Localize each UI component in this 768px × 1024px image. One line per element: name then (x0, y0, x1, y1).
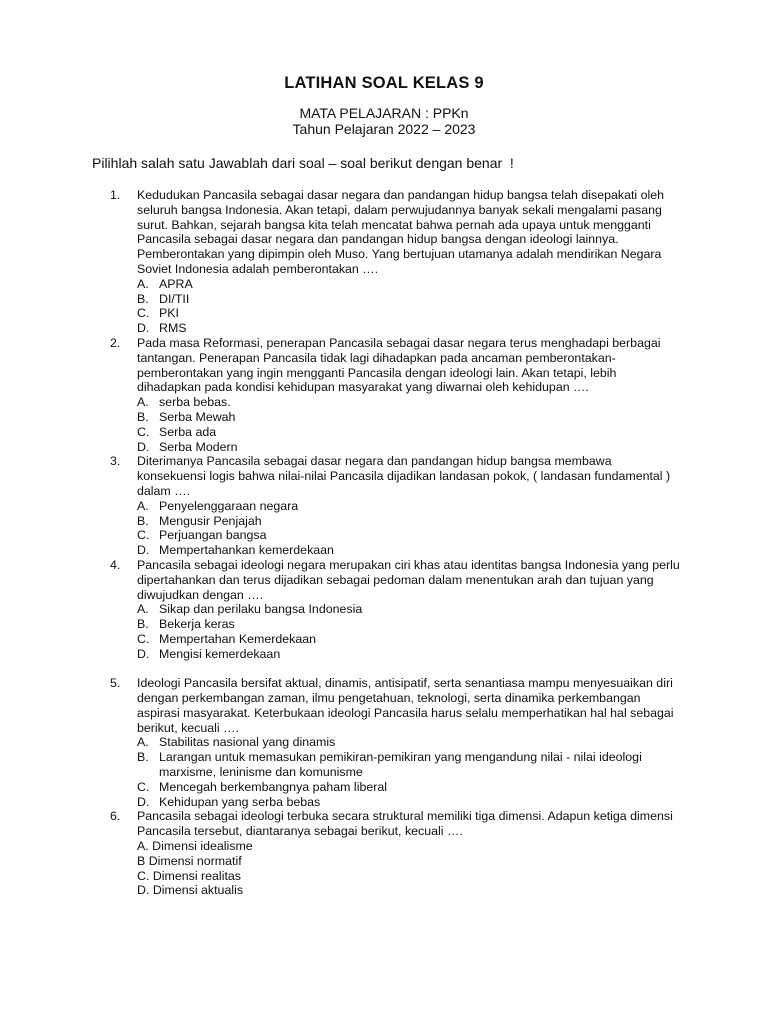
answer-option (137, 514, 680, 529)
answer-option (137, 780, 680, 795)
option-text: A. Dimensi idealisme (137, 839, 253, 854)
answer-option (137, 602, 680, 617)
answer-option (137, 425, 680, 440)
page-title: LATIHAN SOAL KELAS 9 (284, 74, 484, 92)
question-text: Pancasila sebagai ideologi terbuka secara struktural memiliki tiga dimensi. Adapun ketiga dimensi Pancasila tersebut, diantaranya sebagai berikut, kecuali …. (137, 809, 673, 839)
option-letter: B. (137, 409, 149, 424)
question-3 (110, 454, 680, 558)
blank-line (110, 662, 680, 677)
option-text: Serba Mewah (159, 409, 236, 424)
option-letter: A. (137, 498, 149, 513)
answer-option (137, 321, 680, 336)
option-letter: A. (137, 602, 149, 617)
option-letter: D. (137, 439, 150, 454)
answer-option (137, 795, 680, 810)
option-text: C. Dimensi realitas (137, 868, 241, 883)
option-letter: B. (137, 750, 149, 765)
option-text: Mempertahan Kemerdekaan (159, 631, 317, 646)
answer-option (137, 292, 680, 307)
option-text: Mengusir Penjajah (159, 513, 262, 528)
option-letter: C. (137, 424, 150, 439)
question-2 (110, 336, 680, 454)
subject-line: MATA PELAJARAN : PPKn (299, 105, 469, 121)
option-text: Mencegah berkembangnya paham liberal (159, 779, 387, 794)
option-letter: A. (137, 395, 149, 410)
question-number: 6. (110, 809, 121, 824)
option-letter: A. (137, 735, 149, 750)
option-text: serba bebas. (159, 395, 231, 410)
answer-option (137, 647, 680, 662)
question-number: 1. (110, 188, 121, 202)
question-number: 4. (110, 557, 121, 572)
option-letter: C. (137, 631, 150, 646)
option-text: Penyelenggaraan negara (159, 498, 299, 513)
option-text: Stabilitas nasional yang dinamis (159, 735, 336, 750)
option-text: Kehidupan yang serba bebas (159, 794, 321, 809)
school-year-line: Tahun Pelajaran 2022 – 2023 (292, 121, 476, 137)
answer-option (137, 410, 680, 425)
option-text: Serba Modern (159, 439, 238, 454)
question-number: 3. (110, 454, 121, 469)
question-text: Diterimanya Pancasila sebagai dasar negara dan pandangan hidup bangsa membawa konsekuensi logis bahwa nilai-nilai Pancasila dijadikan landasan pokok, ( landasan fundamental ) dalam …. (137, 454, 671, 498)
question-text: Kedudukan Pancasila sebagai dasar negara dan pandangan hidup bangsa telah disepakati oleh seluruh bangsa Indonesia. Akan tetapi, dalam perwujudannya banyak sekali mengalami pasang surut. Bahkan, sejarah bangsa kita telah mencatat bahwa pernah ada upaya untuk mengganti Pancasila sebagai dasar negara dan pandangan hidup bangsa dengan ideologi lainnya. Pemberontakan yang dipimpin oleh Muso. Yang bertujuan utamanya adalah mendirikan Negara Soviet Indonesia adalah pemberontakan …. (137, 188, 665, 276)
answer-option (137, 528, 680, 543)
answer-option (137, 632, 680, 647)
option-text: Bekerja keras (159, 617, 235, 632)
question-text: Pancasila sebagai ideologi negara merupakan ciri khas atau identitas bangsa Indonesia yang perlu dipertahankan dan terus dijadikan sebagai pedoman dalam menentukan arah dan tujuan yang diwujudkan dengan …. (137, 557, 680, 602)
question-1 (110, 188, 680, 336)
option-text: D. Dimensi aktualis (137, 883, 244, 898)
answer-option (137, 750, 680, 780)
option-letter: C. (137, 306, 150, 321)
answer-option (137, 617, 680, 632)
answer-option (137, 277, 680, 292)
option-letter: A. (137, 276, 149, 291)
option-letter: B. (137, 617, 149, 632)
option-letter: D. (137, 543, 150, 558)
answer-option (137, 306, 680, 321)
answer-option (137, 854, 680, 869)
answer-option (137, 735, 680, 750)
question-list (110, 188, 680, 898)
question-text: Ideologi Pancasila bersifat aktual, dinamis, antisipatif, serta senantiasa mampu menyesuaikan diri dengan perkembangan zaman, ilmu pengetahuan, teknologi, serta dinamika perkembangan aspirasi masyarakat. Keterbukaan ideologi Pancasila harus selalu memperhatikan hal hal sebagai berikut, kecuali …. (137, 676, 674, 735)
option-letter: C. (137, 779, 150, 794)
option-letter: C. (137, 528, 150, 543)
answer-option (137, 395, 680, 410)
option-text: DI/TII (159, 291, 190, 306)
answer-option (137, 499, 680, 514)
option-text: B Dimensi normatif (137, 853, 242, 868)
option-text: Sikap dan perilaku bangsa Indonesia (159, 602, 363, 617)
answer-option (137, 869, 680, 884)
answer-option (137, 839, 680, 854)
option-letter: D. (137, 646, 150, 661)
option-text: RMS (159, 321, 187, 336)
option-text: Larangan untuk memasukan pemikiran-pemikiran yang mengandung nilai - nilai ideologi marxisme, leninisme dan komunisme (159, 750, 642, 780)
question-6 (110, 809, 680, 898)
option-text: Perjuangan bangsa (159, 528, 267, 543)
instruction-text: Pilihlah salah satu Jawablah dari soal – soal berikut dengan benar ! (92, 155, 514, 171)
question-4 (110, 558, 680, 662)
question-text: Pada masa Reformasi, penerapan Pancasila sebagai dasar negara terus menghadapi berbagai tantangan. Penerapan Pancasila tidak lagi dihadapkan pada ancaman pemberontakan-pemberontakan yang ingin mengganti Pancasila dengan ideologi lain. Akan tetapi, lebih dihadapkan pada kondisi kehidupan masyarakat yang diwarnai oleh kehidupan …. (137, 335, 661, 395)
option-letter: B. (137, 513, 149, 528)
answer-option (137, 883, 680, 898)
option-text: PKI (159, 306, 179, 321)
option-letter: D. (137, 321, 150, 336)
option-letter: D. (137, 794, 150, 809)
question-number: 5. (110, 676, 121, 691)
option-letter: B. (137, 291, 149, 306)
option-text: Mempertahankan kemerdekaan (159, 543, 334, 558)
answer-option (137, 543, 680, 558)
question-5 (110, 676, 680, 809)
answer-option (137, 440, 680, 455)
option-text: Mengisi kemerdekaan (159, 646, 281, 661)
option-text: Serba ada (159, 424, 217, 439)
option-text: APRA (159, 276, 193, 291)
question-number: 2. (110, 335, 121, 350)
